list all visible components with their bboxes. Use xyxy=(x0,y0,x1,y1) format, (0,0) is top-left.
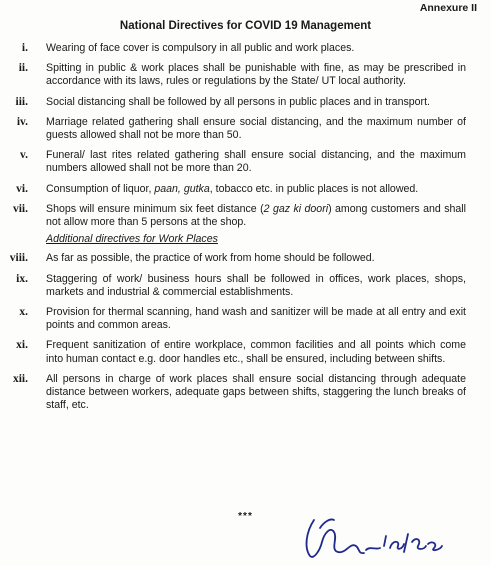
directive-number: vi. xyxy=(16,182,28,195)
directive-number: vii. xyxy=(12,202,28,215)
directives-list xyxy=(0,40,491,412)
directive-number: xi. xyxy=(16,339,28,352)
directive-item-ii xyxy=(0,62,491,88)
document-title: National Directives for COVID 19 Management xyxy=(119,20,372,32)
directive-item-iv xyxy=(0,116,491,142)
directive-number: ix. xyxy=(16,272,28,285)
directive-text: Social distancing shall be followed by all persons in public places and in transport. xyxy=(46,95,430,108)
directive-number: viii. xyxy=(9,252,28,265)
directive-text: Spitting in public & work places shall be punishable with fine, as may be prescribed in accordance with its laws, rules or regulations by the State/ UT local authority. xyxy=(46,62,466,88)
section-subheading: Additional directives for Work Places xyxy=(46,233,218,246)
directive-item-ix xyxy=(0,273,491,299)
handwritten-signature-icon xyxy=(300,506,450,562)
directive-text: Staggering of work/ business hours shall be followed in offices, work places, shops, markets and industrial & commercial establishments. xyxy=(46,272,466,298)
directive-item-vii xyxy=(0,203,491,229)
directive-item-v xyxy=(0,149,491,175)
directive-item-xii xyxy=(0,373,491,413)
directive-text: Consumption of liquor, paan, gutka, tobacco etc. in public places is not allowed. xyxy=(46,182,419,195)
annexure-label: Annexure II xyxy=(419,2,477,14)
directive-text: Wearing of face cover is compulsory in all public and work places. xyxy=(46,42,355,54)
end-mark: *** xyxy=(238,511,253,522)
directive-text: Marriage related gathering shall ensure social distancing, and the maximum number of guests allowed shall not be more than 50. xyxy=(46,115,466,142)
directive-item-iii xyxy=(0,96,491,109)
directive-text: Frequent sanitization of entire workplace, common facilities and all points which come into human contact e.g. door handles etc., shall be ensured, including between shifts. xyxy=(46,339,466,365)
directive-text: Provision for thermal scanning, hand wash and sanitizer will be made at all entry and exit points and common areas. xyxy=(46,306,466,332)
directive-item-i xyxy=(0,42,491,55)
directive-text: Shops will ensure minimum six feet distance (2 gaz ki doori) among customers and shall not allow more than 5 persons at the shop. xyxy=(46,202,466,229)
directive-number: iii. xyxy=(15,95,28,108)
directive-item-vi xyxy=(0,183,491,196)
directive-text: All persons in charge of work places shall ensure social distancing through adequate distance between workers, adequate gaps between shifts, staggering the lunch breaks of staff, etc. xyxy=(46,372,466,412)
directive-number: iv. xyxy=(16,115,28,128)
directive-number: ii. xyxy=(18,62,28,75)
directive-item-viii xyxy=(0,252,491,265)
directive-number: i. xyxy=(21,42,28,54)
directive-text: Funeral/ last rites related gathering shall ensure social distancing, and the maximum numbers allowed shall not be more than 20. xyxy=(46,149,466,175)
directive-item-xi xyxy=(0,339,491,365)
directive-text: As far as possible, the practice of work from home should be followed. xyxy=(46,252,375,265)
directive-number: v. xyxy=(20,149,28,162)
directive-number: x. xyxy=(19,306,28,319)
directive-number: xii. xyxy=(12,372,28,385)
directive-item-x xyxy=(0,306,491,332)
